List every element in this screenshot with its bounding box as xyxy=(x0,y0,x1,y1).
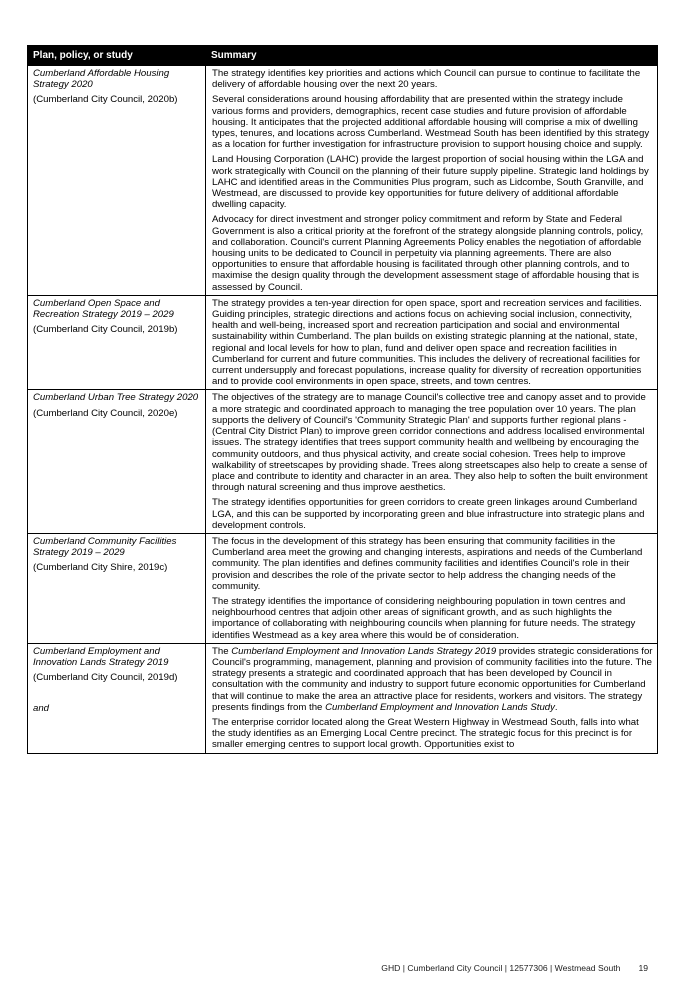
plan-cell xyxy=(28,533,206,643)
summary-paragraph: The focus in the development of this strategy has been ensuring that community facilities in the Cumberland area meet the growing and changing interests, aspirations and needs of the Cumberland community. The plan identifies and defines community facilities and identifies Council's role in their provision and describes the role of the private sector to help address the changing needs of the community. xyxy=(212,535,643,592)
plan-citation: (Cumberland City Council, 2019b) xyxy=(33,324,178,336)
study-title-italic: Cumberland Employment and Innovation Lands Study xyxy=(325,701,555,713)
plan-cell xyxy=(28,66,206,296)
summary-paragraph: The enterprise corridor located along the Great Western Highway in Westmead South, falls into what the study identifies as an Emerging Local Centre precinct. The strategic focus for this precinct is for smaller emerging centres to support local growth. Opportunities exist to xyxy=(212,716,639,751)
summary-paragraph: The strategy provides a ten-year direction for open space, sport and recreation services and facilities. Guiding principles, strategic directions and actions focus on achieving social inclusion, connectivity, health and well-being, increased sport and recreation participation and social and environmental sustainability within Cumberland. The plan builds on existing strategic planning at the national, state, regional and local levels for how to plan, fund and deliver open space and recreation facilities in Cumberland for current and future communities. This includes the delivery of recreational facilities for current undersupply and forecast populations, increase quality for diversity of recreation opportunities and to provide cool environments in open space, streets, and town centres. xyxy=(212,297,642,388)
text-span: provides strategic considerations for Council's programming, management, planning and provision of community facilities into the future. The strategy presents a strategic and coordinated approach that has been developed by Council in consultation with the community and industry to support future economic opportunities for Cumberland that will continue to make the area an attractive place for residents, workers and visitors. The strategy presents findings from the xyxy=(212,645,653,713)
plan-citation: (Cumberland City Shire, 2019c) xyxy=(33,562,168,574)
table-row xyxy=(28,643,658,753)
summary-paragraph: The strategy identifies the importance of considering neighbouring population in town centres and neighbourhood centres that adjoin other areas of significant growth, and as such highlights the importance of collaborating with neighbouring councils when planning for future needs. The strategy identifies Westmead as a key area where this would be of consideration. xyxy=(212,595,636,641)
summary-cell xyxy=(206,295,658,390)
summary-paragraph: Land Housing Corporation (LAHC) provide the largest proportion of social housing within the LGA and work strategically with Council on the planning of their future supply pipeline. Strategic land holdings by LAHC and identified areas in the Communities Plus program, such as Lidcombe, South Granville, and Westmead, are discussed to provide key opportunities for future delivery of additional affordable dwelling capacity. xyxy=(212,154,649,211)
table-row xyxy=(28,66,658,296)
summary-paragraph: The strategy identifies key priorities and actions which Council can pursue to continue to facilitate the delivery of affordable housing over the next 20 years. xyxy=(212,68,641,91)
page-footer xyxy=(0,963,648,973)
text-span: . xyxy=(554,701,558,713)
header-plan: Plan, policy, or study xyxy=(28,46,206,66)
plan-cell xyxy=(28,643,206,753)
summary-paragraph: Advocacy for direct investment and stronger policy commitment and reform by State and Federal Government is also a critical priority at the forefront of the strategy alongside planning controls, policy, and collaboration. Council's current Planning Agreements Policy enables the negotiation of affordable housing units to be dedicated to Council in perpetuity via planning agreements. There are also opportunities to ensure that affordable housing is facilitated through other planning controls, and to maximise the design quality through the development assessment stage of affordable housing that is assessed by Council. xyxy=(212,214,644,293)
summary-cell xyxy=(206,643,658,753)
page-number: 19 xyxy=(638,963,648,973)
header-summary: Summary xyxy=(206,46,658,66)
plan-title: Cumberland Community Facilities Strategy 2019 – 2029 xyxy=(33,535,177,559)
plan-title: Cumberland Open Space and Recreation Strategy 2019 – 2029 xyxy=(33,297,174,321)
plan-title: Cumberland Affordable Housing Strategy 2020 xyxy=(33,68,170,91)
strategy-title-italic: Cumberland Employment and Innovation Lands Strategy 2019 xyxy=(231,645,497,657)
summary-cell xyxy=(206,390,658,533)
table-row xyxy=(28,533,658,643)
summary-paragraph: The objectives of the strategy are to manage Council's collective tree and canopy asset and to provide a more strategic and coordinated approach to managing the tree population over 10 years. The plan supports the delivery of Council's 'Community Strategic Plan' and supports further regional plans - (Central City District Plan) to improve green corridor connections and address localised environmental issues. The strategy identifies that trees support community health and wellbeing by encouraging the community outdoors, and thus physical activity, and create social cohesion. Trees help to improve walkability of streetscapes by providing shade. Trees along streetscapes also help to create a sense of place and contribute to identity and character in an area. They also help to soften the built environment through natural screening and thus improve aesthetics. xyxy=(212,392,648,494)
plan-title: Cumberland Urban Tree Strategy 2020 xyxy=(33,392,199,404)
table-row xyxy=(28,390,658,533)
plan-citation: (Cumberland City Council, 2019d) xyxy=(33,672,178,684)
summary-paragraph: The strategy identifies opportunities for green corridors to create green linkages around Cumberland LGA, and this can be supported by incorporating green and blue infrastructure into strategic plans and development controls. xyxy=(212,497,645,531)
plan-cell xyxy=(28,390,206,533)
table-header-row xyxy=(28,46,658,66)
plan-citation: (Cumberland City Council, 2020b) xyxy=(33,94,178,106)
text-span: The xyxy=(212,645,232,657)
footer-text: GHD | Cumberland City Council | 12577306 | Westmead South xyxy=(381,963,621,973)
plan-cell xyxy=(28,295,206,390)
plan-title: Cumberland Employment and Innovation Lands Strategy 2019 xyxy=(33,645,169,668)
plan-citation: (Cumberland City Council, 2020e) xyxy=(33,407,178,419)
summary-paragraph xyxy=(212,646,653,713)
summary-cell xyxy=(206,66,658,296)
table-row xyxy=(28,295,658,390)
planning-documents-table xyxy=(27,45,658,754)
summary-cell xyxy=(206,533,658,643)
plan-extra-text: and xyxy=(33,703,50,715)
summary-paragraph: Several considerations around housing affordability that are presented within the strategy include various forms and providers, demographics, recent case studies and future provision of affordable housing. It anticipates that the projected additional affordable housing will comprise a mix of dwelling types, tenures, and locations across Cumberland. Westmead South has been identified by this strategy as a location for further investigation for infrastructure provision to support housing choice and supply. xyxy=(212,94,650,151)
